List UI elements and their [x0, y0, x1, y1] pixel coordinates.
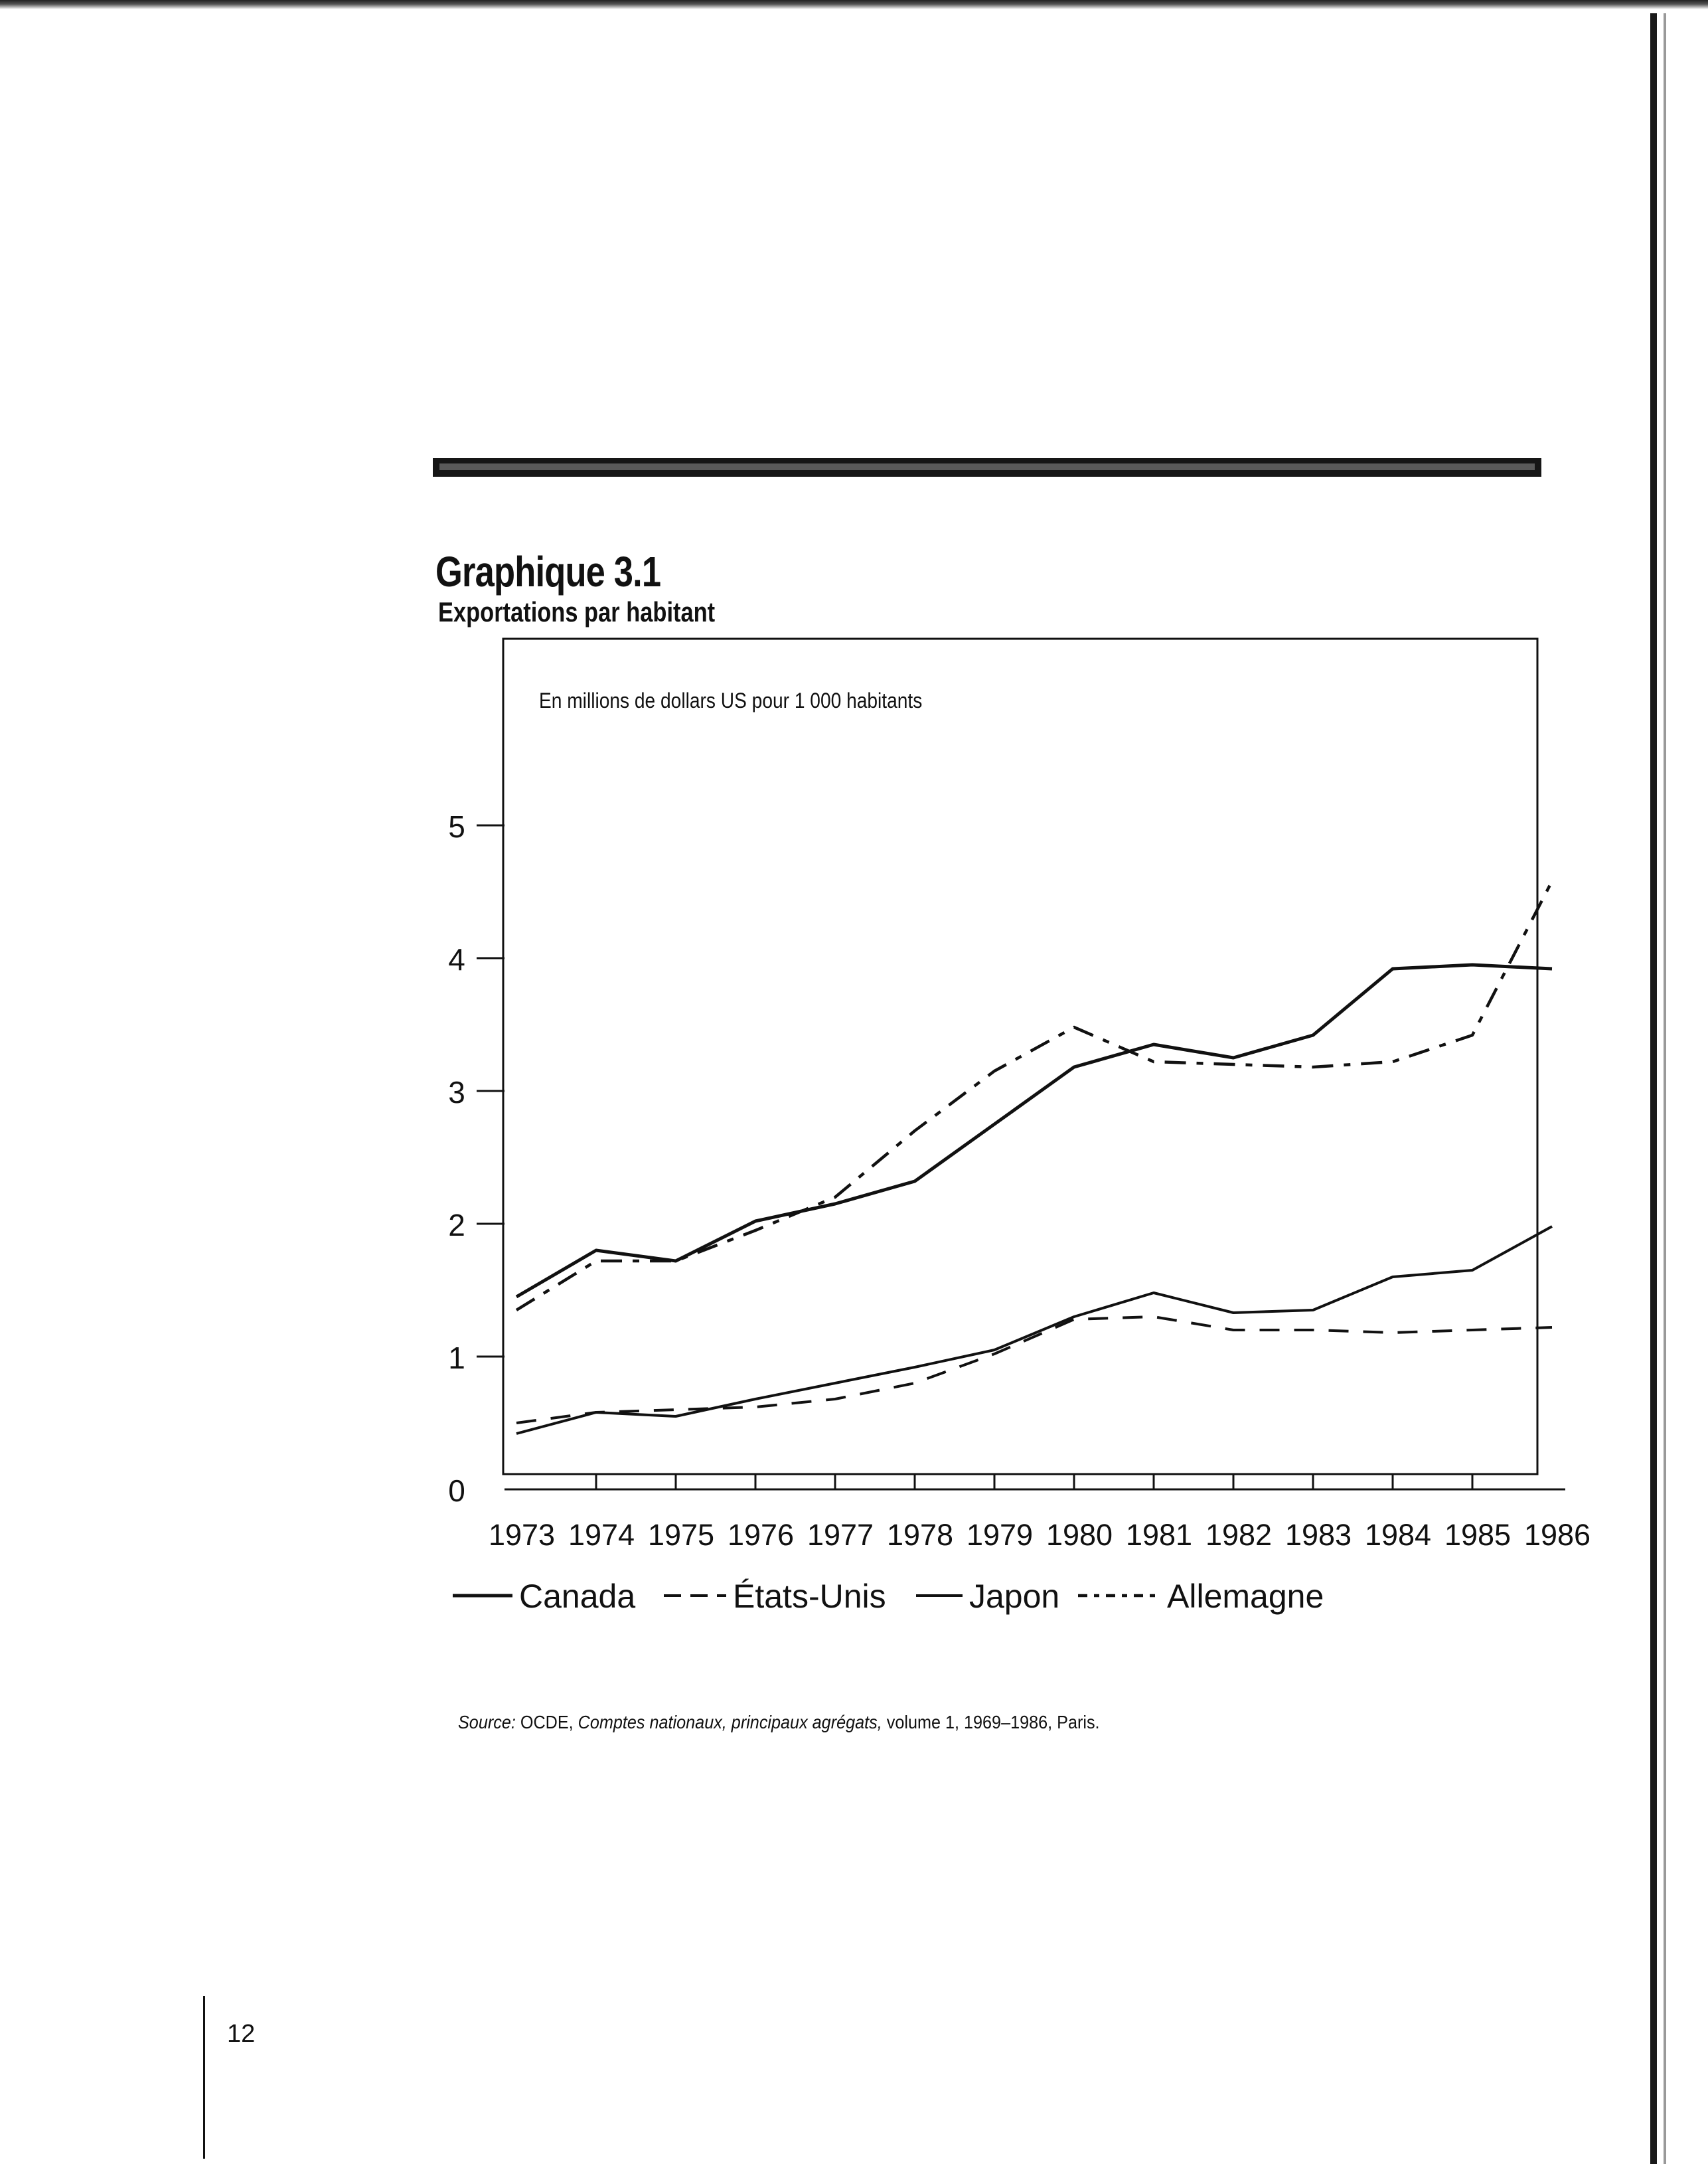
x-tick-label: 1986 — [1523, 1518, 1591, 1552]
x-tick-label: 1978 — [886, 1518, 954, 1552]
source-org: OCDE, — [520, 1712, 574, 1732]
x-tick-label: 1977 — [807, 1518, 874, 1552]
source-title: Comptes nationaux, principaux agrégats, — [578, 1712, 882, 1732]
x-tick-label: 1980 — [1046, 1518, 1113, 1552]
x-tick-label: 1981 — [1125, 1518, 1193, 1552]
axes — [448, 809, 1591, 1552]
legend — [453, 1578, 1324, 1615]
x-tick-label: 1975 — [647, 1518, 715, 1552]
y-tick-label: 5 — [448, 809, 465, 844]
series-lines — [516, 881, 1552, 1434]
y-tick-label: 1 — [448, 1341, 465, 1375]
source-label: Source: — [458, 1712, 516, 1732]
series-line-3 — [516, 1226, 1552, 1434]
figure-title: Exportations par habitant — [438, 596, 716, 627]
x-tick-label: 1984 — [1364, 1518, 1432, 1552]
page-margin-bar — [203, 1996, 205, 2159]
legend-label: Japon — [969, 1578, 1060, 1615]
legend-label: Canada — [519, 1578, 636, 1615]
legend-label: Allemagne — [1167, 1578, 1324, 1615]
y-tick-label: 0 — [448, 1473, 465, 1508]
series-line-1 — [516, 965, 1552, 1297]
x-tick-label: 1985 — [1444, 1518, 1512, 1552]
y-tick-label: 3 — [448, 1075, 465, 1110]
source-note — [458, 1712, 1100, 1733]
figure-label: Graphique 3.1 — [435, 548, 661, 596]
page-number: 12 — [227, 2020, 256, 2048]
x-tick-label: 1983 — [1284, 1518, 1352, 1552]
x-tick-label: 1982 — [1205, 1518, 1273, 1552]
legend-label: États-Unis — [733, 1578, 886, 1615]
y-tick-label: 4 — [448, 942, 465, 977]
y-tick-label: 2 — [448, 1208, 465, 1242]
x-tick-label: 1976 — [727, 1518, 795, 1552]
source-rest: volume 1, 1969–1986, Paris. — [886, 1712, 1100, 1732]
x-tick-label: 1974 — [568, 1518, 635, 1552]
x-tick-label: 1973 — [488, 1518, 556, 1552]
x-tick-label: 1979 — [966, 1518, 1034, 1552]
unit-label: En millions de dollars US pour 1 000 habitants — [539, 689, 923, 713]
